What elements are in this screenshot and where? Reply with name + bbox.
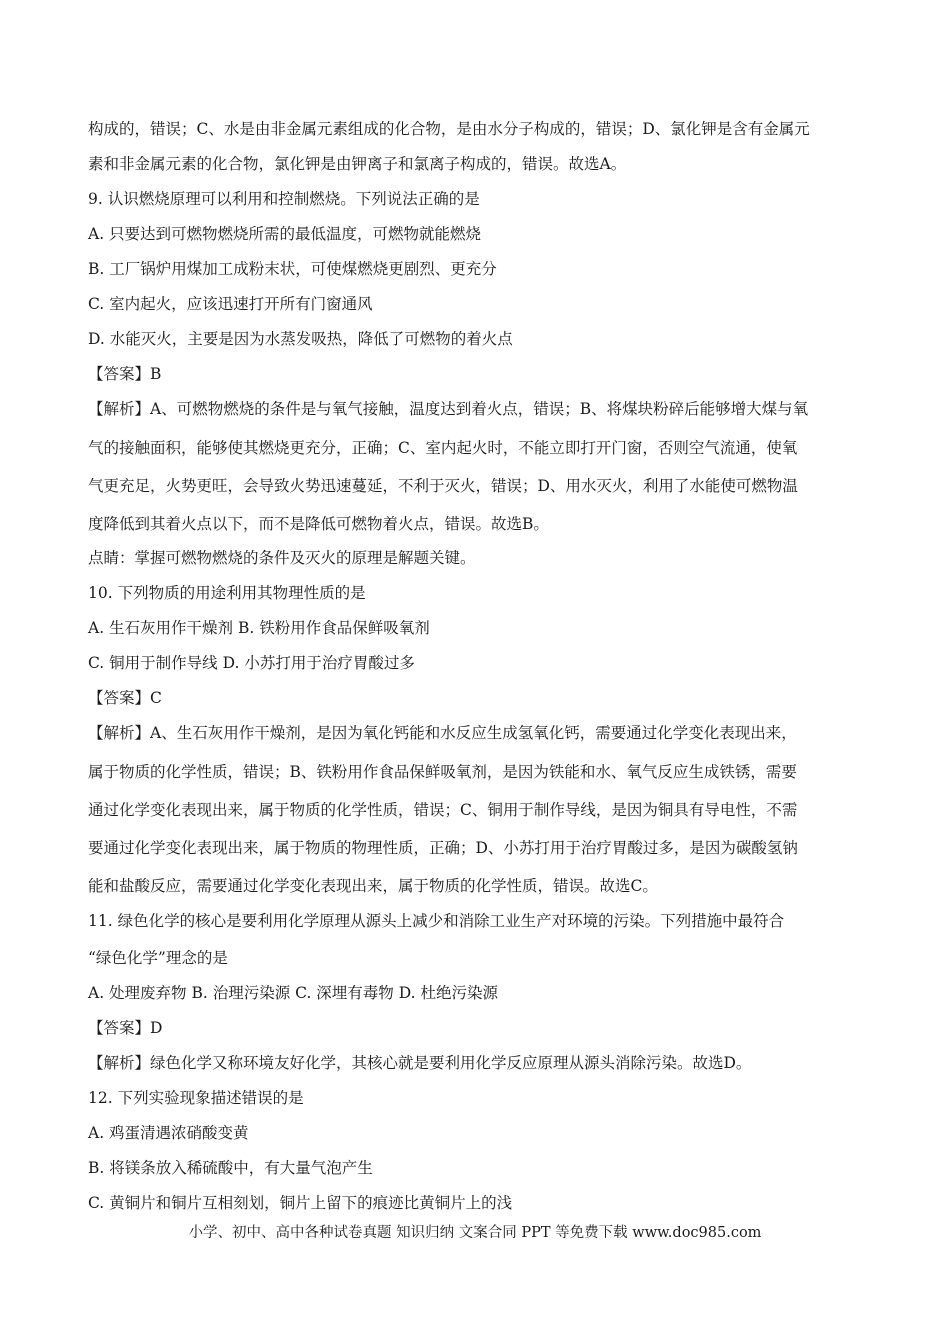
option-b: B. 将镁条放入稀硫酸中，有大量气泡产生 <box>88 1159 373 1177</box>
question-stem: 10. 下列物质的用途利用其物理性质的是 <box>88 584 366 602</box>
option-b: B. 工厂锅炉用煤加工成粉末状，可使煤燃烧更剧烈、更充分 <box>88 260 497 278</box>
question-stem-line-1: 11. 绿色化学的核心是要利用化学原理从源头上减少和消除工业生产对环境的污染。下列措施中最符合 <box>88 912 785 930</box>
answer: 【答案】B <box>88 365 162 383</box>
analysis-line-3: 气更充足，火势更旺，会导致火势迅速蔓延，不利于灭火，错误；D、用水灭火，利用了水能使可燃物温 <box>88 477 798 495</box>
intro-line-1: 构成的，错误；C、水是由非金属元素组成的化合物，是由水分子构成的，错误；D、氯化钾是含有金属元 <box>88 120 810 138</box>
option-c: C. 黄铜片和铜片互相刻划，铜片上留下的痕迹比黄铜片上的浅 <box>88 1194 513 1212</box>
answer: 【答案】C <box>88 689 162 707</box>
question-stem: 12. 下列实验现象描述错误的是 <box>88 1089 304 1107</box>
question-stem-line-2: “绿色化学”理念的是 <box>88 949 228 967</box>
option-a: A. 鸡蛋清遇浓硝酸变黄 <box>88 1124 249 1142</box>
analysis-line-3: 通过化学变化表现出来，属于物质的化学性质，错误；C、铜用于制作导线，是因为铜具有导电性，不需 <box>88 801 798 819</box>
analysis-line-5: 能和盐酸反应，需要通过化学变化表现出来，属于物质的化学性质，错误。故选C。 <box>88 877 658 895</box>
analysis-line-4: 要通过化学变化表现出来，属于物质的物理性质，正确；D、小苏打用于治疗胃酸过多，是因为碳酸氢钠 <box>88 839 798 857</box>
option-d: D. 水能灭火，主要是因为水蒸发吸热，降低了可燃物的着火点 <box>88 330 513 348</box>
options-c-d: C. 铜用于制作导线 D. 小苏打用于治疗胃酸过多 <box>88 654 415 672</box>
analysis-line-1: 【解析】A、生石灰用作干燥剂，是因为氧化钙能和水反应生成氢氧化钙，需要通过化学变化表现出来， <box>88 724 797 742</box>
intro-line-2: 素和非金属元素的化合物，氯化钾是由钾离子和氯离子构成的，错误。故选A。 <box>88 155 627 173</box>
page-footer: 小学、初中、高中各种试卷真题 知识归纳 文案合同 PPT 等免费下载 www.doc985.com <box>188 1225 762 1241</box>
options-a-b: A. 生石灰用作干燥剂 B. 铁粉用作食品保鲜吸氧剂 <box>88 619 430 637</box>
analysis-line-2: 气的接触面积，能够使其燃烧更充分，正确；C、室内起火时，不能立即打开门窗，否则空气流通，使氧 <box>88 439 798 457</box>
analysis-line-4: 度降低到其着火点以下，而不是降低可燃物着火点，错误。故选B。 <box>88 515 549 533</box>
answer: 【答案】D <box>88 1019 163 1037</box>
tip: 点睛：掌握可燃物燃烧的条件及灭火的原理是解题关键。 <box>88 549 476 567</box>
options: A. 处理废弃物 B. 治理污染源 C. 深埋有毒物 D. 杜绝污染源 <box>88 984 498 1002</box>
analysis-line-2: 属于物质的化学性质，错误；B、铁粉用作食品保鲜吸氧剂，是因为铁能和水、氧气反应生成铁锈，需要 <box>88 763 797 781</box>
analysis-line-1: 【解析】A、可燃物燃烧的条件是与氧气接触，温度达到着火点，错误；B、将煤块粉碎后能够增大煤与氧 <box>88 400 809 418</box>
question-stem: 9. 认识燃烧原理可以利用和控制燃烧。下列说法正确的是 <box>88 190 480 208</box>
analysis: 【解析】绿色化学又称环境友好化学，其核心就是要利用化学反应原理从源头消除污染。故选D。 <box>88 1054 752 1072</box>
option-c: C. 室内起火，应该迅速打开所有门窗通风 <box>88 295 373 313</box>
option-a: A. 只要达到可燃物燃烧所需的最低温度，可燃物就能燃烧 <box>88 225 482 243</box>
